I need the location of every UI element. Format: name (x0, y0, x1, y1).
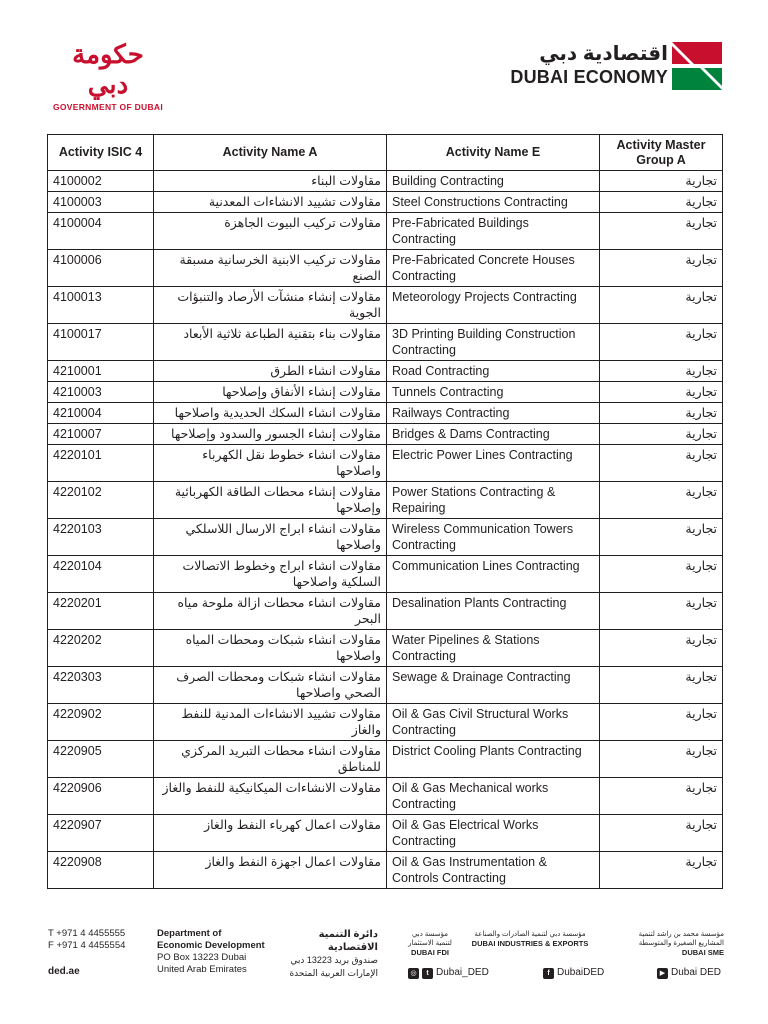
table-row (48, 382, 723, 403)
cell-code: 4220906 (48, 778, 154, 815)
cell-code: 4220101 (48, 445, 154, 482)
cell-code: 4100002 (48, 171, 154, 192)
cell-grp: تجارية (600, 287, 723, 324)
cell-grp: تجارية (600, 778, 723, 815)
cell-grp: تجارية (600, 593, 723, 630)
cell-ar: مقاولات انشاء السكك الحديدية واصلاحها (154, 403, 387, 424)
table-row (48, 171, 723, 192)
dept-ar-line1: دائرة التنمية (318, 929, 378, 940)
cell-en: Desalination Plants Contracting (387, 593, 600, 630)
header-activity-master-group: Activity Master Group A (600, 135, 723, 171)
cell-en: Communication Lines Contracting (387, 556, 600, 593)
cell-code: 4220102 (48, 482, 154, 519)
table-header-row (48, 135, 723, 171)
cell-en: Building Contracting (387, 171, 600, 192)
activity-table (47, 134, 723, 889)
cell-code: 4220905 (48, 741, 154, 778)
cell-ar: مقاولات البناء (154, 171, 387, 192)
page-header (0, 0, 768, 125)
table-row (48, 630, 723, 667)
org3-english: DUBAI SME (681, 948, 724, 957)
cell-grp: تجارية (600, 445, 723, 482)
cell-code: 4100003 (48, 192, 154, 213)
cell-code: 4210004 (48, 403, 154, 424)
footer-org-dubai-sme (612, 930, 724, 957)
org1-arabic: مؤسسة دبي لتنمية الاستثمار (408, 931, 452, 947)
cell-ar: مقاولات انشاء ابراج وخطوط الاتصالات السلكية واصلاحها (154, 556, 387, 593)
cell-ar: مقاولات انشاء محطات ازالة ملوحة مياه البحر (154, 593, 387, 630)
table-row (48, 361, 723, 382)
cell-code: 4100013 (48, 287, 154, 324)
cell-ar: مقاولات انشاء ابراج الارسال اللاسلكي واصلاحها (154, 519, 387, 556)
cell-en: Tunnels Contracting (387, 382, 600, 403)
cell-ar: مقاولات انشاء محطات التبريد المركزي للمناطق (154, 741, 387, 778)
activity-table-container (47, 134, 722, 889)
footer-website-link[interactable]: ded.ae (48, 966, 80, 977)
table-row (48, 815, 723, 852)
cell-grp: تجارية (600, 171, 723, 192)
cell-code: 4220103 (48, 519, 154, 556)
footer-org-dubai-fdi (405, 930, 455, 957)
table-row (48, 852, 723, 889)
cell-en: Electric Power Lines Contracting (387, 445, 600, 482)
de-logo-arabic: اقتصادية دبي (539, 43, 668, 65)
cell-grp: تجارية (600, 382, 723, 403)
footer-social-facebook[interactable] (543, 967, 604, 979)
cell-en: 3D Printing Building Construction Contracting (387, 324, 600, 361)
footer-department-english (157, 928, 265, 976)
cell-ar: مقاولات إنشاء منشآت الأرصاد والتنبؤات الجوية (154, 287, 387, 324)
cell-grp: تجارية (600, 630, 723, 667)
footer-social-youtube[interactable] (657, 967, 721, 979)
cell-grp: تجارية (600, 704, 723, 741)
table-row (48, 403, 723, 424)
footer-fax: F +971 4 4455554 (48, 940, 126, 951)
cell-grp: تجارية (600, 556, 723, 593)
dept-en-line1: Department of (157, 928, 222, 939)
table-row (48, 445, 723, 482)
org3-arabic: مؤسسة محمد بن راشد لتنمية المشاريع الصغيرة والمتوسطة (638, 931, 724, 947)
table-row (48, 667, 723, 704)
dept-en-line4: United Arab Emirates (157, 964, 247, 975)
cell-grp: تجارية (600, 815, 723, 852)
dept-ar-line4: الإمارات العربية المتحدة (289, 968, 378, 978)
table-row (48, 287, 723, 324)
de-logo-english: DUBAI ECONOMY (510, 67, 668, 87)
table-row (48, 213, 723, 250)
cell-code: 4220902 (48, 704, 154, 741)
cell-en: District Cooling Plants Contracting (387, 741, 600, 778)
cell-ar: مقاولات بناء بتقنية الطباعة ثلاثية الأبعاد (154, 324, 387, 361)
cell-grp: تجارية (600, 852, 723, 889)
cell-ar: مقاولات انشاء شبكات ومحطات الصرف الصحي واصلاحها (154, 667, 387, 704)
cell-grp: تجارية (600, 213, 723, 250)
cell-en: Sewage & Drainage Contracting (387, 667, 600, 704)
cell-code: 4210001 (48, 361, 154, 382)
table-row (48, 741, 723, 778)
table-row (48, 250, 723, 287)
cell-en: Oil & Gas Civil Structural Works Contracting (387, 704, 600, 741)
twitter-icon: t (422, 968, 433, 979)
header-activity-name-a: Activity Name A (154, 135, 387, 171)
cell-ar: مقاولات تركيب البيوت الجاهزة (154, 213, 387, 250)
table-row (48, 424, 723, 445)
cell-grp: تجارية (600, 324, 723, 361)
cell-grp: تجارية (600, 424, 723, 445)
cell-ar: مقاولات انشاء شبكات ومحطات المياه واصلاحها (154, 630, 387, 667)
cell-en: Water Pipelines & Stations Contracting (387, 630, 600, 667)
cell-ar: مقاولات إنشاء الأنفاق وإصلاحها (154, 382, 387, 403)
page-footer (0, 920, 768, 990)
footer-contact (48, 928, 125, 978)
cell-code: 4220908 (48, 852, 154, 889)
cell-grp: تجارية (600, 667, 723, 704)
cell-ar: مقاولات انشاء خطوط نقل الكهرباء واصلاحها (154, 445, 387, 482)
org1-english: DUBAI FDI (411, 948, 449, 957)
table-row (48, 482, 723, 519)
org2-english: DUBAI INDUSTRIES & EXPORTS (471, 939, 589, 948)
table-row (48, 778, 723, 815)
cell-ar: مقاولات تشييد الانشاءات المدنية للنفط والغاز (154, 704, 387, 741)
dubai-economy-logo (500, 42, 725, 92)
cell-en: Oil & Gas Mechanical works Contracting (387, 778, 600, 815)
table-body (48, 171, 723, 889)
cell-code: 4210007 (48, 424, 154, 445)
cell-en: Railways Contracting (387, 403, 600, 424)
cell-ar: مقاولات تركيب الابنية الخرسانية مسبقة الصنع (154, 250, 387, 287)
org2-arabic: مؤسسة دبي لتنمية الصادرات والصناعة (474, 931, 586, 938)
cell-code: 4210003 (48, 382, 154, 403)
social-handle-1: Dubai_DED (436, 967, 489, 978)
cell-ar: مقاولات إنشاء محطات الطاقة الكهربائية وإصلاحها (154, 482, 387, 519)
cell-en: Pre-Fabricated Concrete Houses Contracting (387, 250, 600, 287)
cell-en: Bridges & Dams Contracting (387, 424, 600, 445)
cell-en: Road Contracting (387, 361, 600, 382)
cell-en: Meteorology Projects Contracting (387, 287, 600, 324)
cell-grp: تجارية (600, 361, 723, 382)
cell-ar: مقاولات اعمال كهرباء النفط والغاز (154, 815, 387, 852)
cell-ar: مقاولات الانشاءات الميكانيكية للنفط والغاز (154, 778, 387, 815)
gov-logo-arabic: حكومة دبي (72, 40, 144, 100)
footer-phone: T +971 4 4455555 (48, 928, 126, 939)
cell-grp: تجارية (600, 403, 723, 424)
footer-social-instagram-twitter[interactable] (408, 967, 489, 979)
cell-ar: مقاولات إنشاء الجسور والسدود وإصلاحها (154, 424, 387, 445)
dubai-economy-mark-icon (672, 42, 722, 90)
cell-code: 4100017 (48, 324, 154, 361)
table-row (48, 519, 723, 556)
cell-code: 4220104 (48, 556, 154, 593)
footer-department-arabic (280, 928, 378, 980)
cell-code: 4220907 (48, 815, 154, 852)
social-handle-3: Dubai DED (671, 967, 722, 978)
cell-grp: تجارية (600, 741, 723, 778)
cell-code: 4100004 (48, 213, 154, 250)
cell-code: 4100006 (48, 250, 154, 287)
table-row (48, 593, 723, 630)
table-row (48, 192, 723, 213)
cell-ar: مقاولات تشييد الانشاءات المعدنية (154, 192, 387, 213)
dept-en-line2: Economic Development (157, 940, 265, 951)
dept-ar-line3: صندوق بريد 13223 دبي (290, 955, 378, 965)
cell-grp: تجارية (600, 482, 723, 519)
cell-en: Steel Constructions Contracting (387, 192, 600, 213)
cell-grp: تجارية (600, 250, 723, 287)
cell-en: Wireless Communication Towers Contracting (387, 519, 600, 556)
dept-en-line3: PO Box 13223 Dubai (157, 952, 247, 963)
cell-en: Power Stations Contracting & Repairing (387, 482, 600, 519)
cell-grp: تجارية (600, 519, 723, 556)
header-activity-isic: Activity ISIC 4 (48, 135, 154, 171)
footer-org-dubai-industries (470, 930, 590, 948)
facebook-icon: f (543, 968, 554, 979)
cell-grp: تجارية (600, 192, 723, 213)
cell-ar: مقاولات انشاء الطرق (154, 361, 387, 382)
dept-ar-line2: الاقتصادية (327, 942, 378, 953)
social-handle-2: DubaiDED (557, 967, 605, 978)
cell-ar: مقاولات اعمال اجهزة النفط والغاز (154, 852, 387, 889)
youtube-icon: ▶ (657, 968, 668, 979)
cell-code: 4220303 (48, 667, 154, 704)
gov-logo-english: GOVERNMENT OF DUBAI (52, 102, 164, 112)
header-activity-name-e: Activity Name E (387, 135, 600, 171)
table-row (48, 324, 723, 361)
cell-en: Oil & Gas Electrical Works Contracting (387, 815, 600, 852)
cell-en: Oil & Gas Instrumentation & Controls Contracting (387, 852, 600, 889)
table-row (48, 704, 723, 741)
cell-code: 4220201 (48, 593, 154, 630)
table-row (48, 556, 723, 593)
instagram-icon: ◎ (408, 968, 419, 979)
cell-en: Pre-Fabricated Buildings Contracting (387, 213, 600, 250)
government-of-dubai-logo (48, 40, 168, 112)
cell-code: 4220202 (48, 630, 154, 667)
